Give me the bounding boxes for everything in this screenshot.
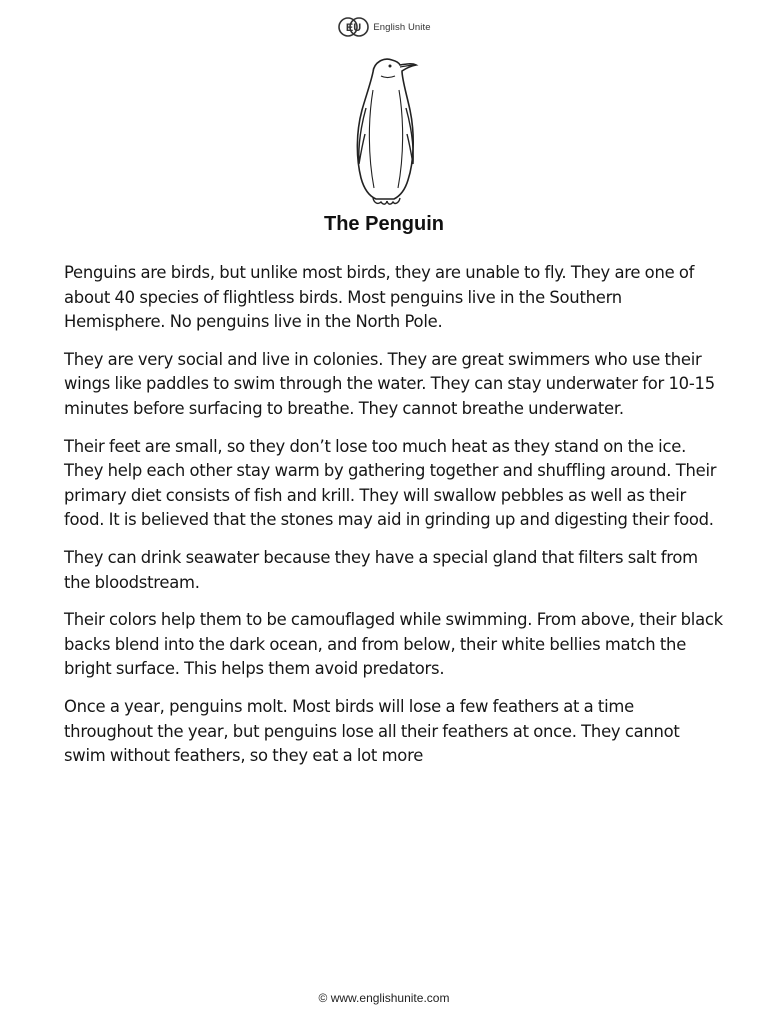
paragraph-flightless-birds: Penguins are birds, but unlike most birds, they are unable to fly. They are one of about 40 species of flightless birds. Most penguins live in the Southern Hemisphere. No penguins live in the North Pole. bbox=[64, 263, 695, 332]
page-title: The Penguin bbox=[324, 213, 444, 235]
logo-text: English Unite bbox=[373, 21, 431, 33]
paragraph-social-swimmers: They are very social and live in colonies. They are great swimmers who use their wings like paddles to swim through the water. They can stay underwater for 10-15 minutes before surfacing to breathe. They cannot breathe underwater. bbox=[64, 349, 715, 418]
footer-copyright: © www.englishunite.com bbox=[318, 991, 450, 1005]
paragraph-feet-and-diet: Their feet are small, so they don’t lose too much heat as they stand on the ice. They help each other stay warm by gathering together and shuffling around. Their primary diet consists of fish and krill. They will swallow pebbles as well as their food. It is believed that the stones may aid in grinding up and digesting their food. bbox=[64, 436, 717, 530]
penguin-icon bbox=[340, 52, 430, 208]
english-unite-logo-icon bbox=[337, 15, 371, 39]
paragraph-seawater: They can drink seawater because they have a special gland that filters salt from the bloodstream. bbox=[64, 547, 698, 592]
paragraph-molting: Once a year, penguins molt. Most birds will lose a few feathers at a time throughout the year, but penguins lose all their feathers at once. They cannot swim without feathers, so they eat a lot more bbox=[64, 696, 680, 766]
article-body bbox=[64, 261, 724, 782]
paragraph-camouflage: Their colors help them to be camouflaged while swimming. From above, their black backs blend into the dark ocean, and from below, their white bellies match the bright surface. This helps them avoid predators. bbox=[64, 610, 723, 679]
header-logo bbox=[0, 15, 768, 45]
logo-letters: EU bbox=[346, 22, 362, 34]
